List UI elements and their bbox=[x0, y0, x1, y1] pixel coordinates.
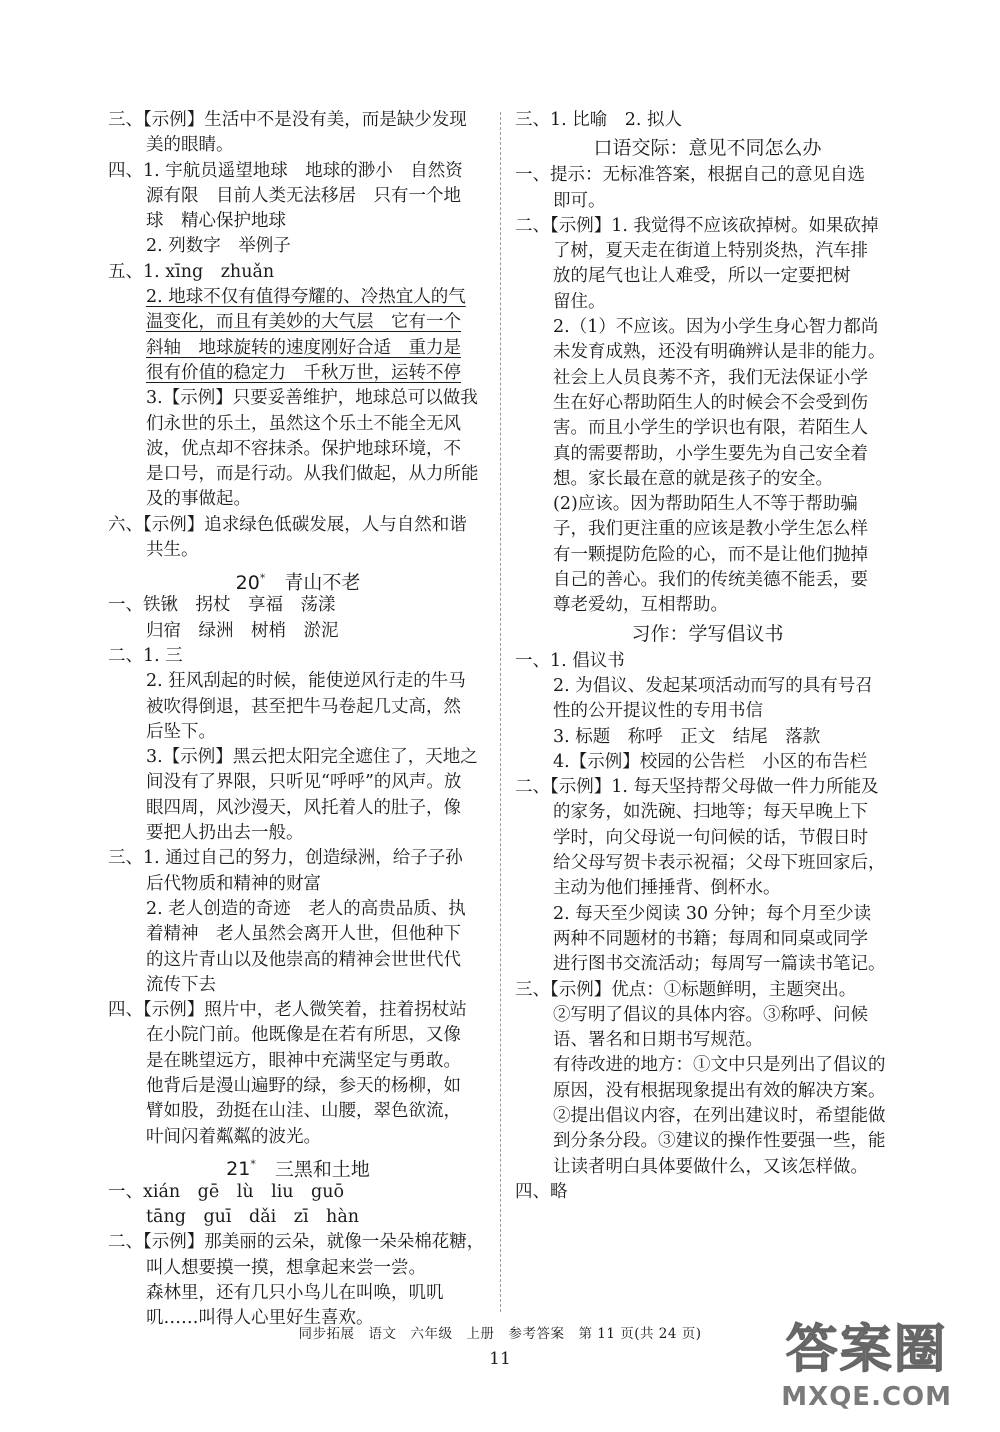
answer-line bbox=[108, 1281, 488, 1306]
answer-line bbox=[108, 1125, 488, 1150]
stamp-url: MXQE.COM bbox=[781, 1382, 952, 1412]
answer-line bbox=[515, 1129, 900, 1154]
answer-line bbox=[108, 234, 488, 259]
answer-text: 一、提示：无标准答案，根据自己的意见自选 bbox=[515, 165, 865, 186]
answer-text: 源有限 目前人类无法移居 只有一个地 bbox=[146, 185, 461, 206]
answer-text: 想。家长最在意的就是孩子的安全。 bbox=[553, 468, 833, 489]
answer-line bbox=[108, 846, 488, 871]
answer-line bbox=[515, 775, 900, 800]
answer-line bbox=[108, 159, 488, 184]
page-number: 11 bbox=[489, 1349, 511, 1369]
answer-text: 尊老爱幼，互相帮助。 bbox=[553, 595, 728, 616]
lesson-number: 21* bbox=[226, 1157, 256, 1181]
answer-line bbox=[108, 796, 488, 821]
answer-line bbox=[515, 851, 900, 876]
answer-line bbox=[515, 593, 900, 618]
answer-line bbox=[515, 467, 900, 492]
answer-line bbox=[515, 416, 900, 441]
answer-line bbox=[515, 239, 900, 264]
answer-line bbox=[108, 1180, 488, 1205]
answer-text: 2.（1）不应该。因为小学生身心智力都尚 bbox=[553, 317, 879, 338]
answer-text: 二、1. 三 bbox=[108, 645, 183, 666]
watermark-stamp bbox=[781, 1307, 952, 1412]
answer-text: 四、【示例】照片中，老人微笑着，拄着拐杖站 bbox=[108, 1000, 467, 1021]
answer-text: 二、【示例】1. 每天坚持帮父母做一件力所能及 bbox=[515, 777, 879, 798]
answer-text: (2)应该。因为帮助陌生人不等于帮助骗 bbox=[553, 494, 858, 515]
answer-text: 3.【示例】只要妥善维护，地球总可以做我 bbox=[146, 388, 478, 409]
lesson-title: 三黑和土地 bbox=[274, 1158, 370, 1181]
answer-line bbox=[108, 745, 488, 770]
answer-line bbox=[515, 725, 900, 750]
page-footer: 同步拓展 语文 六年级 上册 参考答案 第 11 页(共 24 页) bbox=[298, 1326, 702, 1342]
lesson-title: 口语交际：意见不同怎么办 bbox=[593, 137, 822, 160]
answer-line bbox=[108, 1099, 488, 1124]
answer-line bbox=[108, 310, 488, 335]
answer-text: 留住。 bbox=[553, 291, 606, 312]
answer-line bbox=[108, 1023, 488, 1048]
answer-line bbox=[108, 695, 488, 720]
answer-line bbox=[108, 1074, 488, 1099]
answer-line bbox=[108, 462, 488, 487]
answer-text: 温变化，而且有美妙的大气层 它有一个 bbox=[146, 312, 461, 333]
answer-line bbox=[108, 872, 488, 897]
answer-line bbox=[515, 1180, 900, 1205]
answer-line bbox=[515, 902, 900, 927]
answer-line bbox=[108, 897, 488, 922]
answer-line bbox=[515, 1053, 900, 1078]
answer-text: 很有价值的稳定力 千秋万世，运转不停 bbox=[146, 362, 461, 383]
answer-text: 社会上人员良莠不齐，我们无法保证小学 bbox=[553, 367, 868, 388]
answer-line bbox=[515, 699, 900, 724]
answer-line bbox=[108, 948, 488, 973]
answer-line bbox=[515, 442, 900, 467]
answer-line bbox=[108, 770, 488, 795]
answer-text: 2. 狂风刮起的时候，能使逆风行走的牛马 bbox=[146, 671, 466, 692]
answer-text: 后代物质和精神的财富 bbox=[146, 873, 321, 894]
answer-text: 害。而且小学生的学识也有限，若陌生人 bbox=[553, 418, 868, 439]
answer-text: 六、【示例】追求绿色低碳发展，人与自然和谐 bbox=[108, 514, 467, 535]
lesson-number: 20* bbox=[235, 571, 266, 594]
answer-line bbox=[108, 1049, 488, 1074]
answer-text: 叫人想要摸一摸，想拿起来尝一尝。 bbox=[146, 1257, 426, 1278]
answer-line bbox=[108, 644, 488, 669]
answer-line bbox=[515, 1104, 900, 1129]
answer-line bbox=[515, 978, 900, 1003]
answer-text: 2. 为倡议、发起某项活动而写的具有号召 bbox=[553, 675, 873, 696]
section-heading bbox=[108, 563, 488, 593]
answer-line bbox=[515, 492, 900, 517]
answer-text: 一、铁锹 拐杖 享福 荡漾 bbox=[108, 595, 336, 616]
answer-text: 共生。 bbox=[146, 540, 199, 561]
answer-text: 两种不同题材的书籍；每周和同桌或同学 bbox=[553, 928, 868, 949]
answer-text: 有待改进的地方：①文中只是列出了倡议的 bbox=[553, 1055, 886, 1076]
answer-line bbox=[515, 952, 900, 977]
answer-text: 原因，没有根据现象提出有效的解决方案。 bbox=[553, 1080, 886, 1101]
answer-line bbox=[108, 538, 488, 563]
answer-text: 的这片青山以及他崇高的精神会世世代代 bbox=[146, 949, 461, 970]
answer-text: 学时，向父母说一句问候的话，节假日时 bbox=[553, 827, 868, 848]
answer-line bbox=[108, 260, 488, 285]
lesson-title: 青山不老 bbox=[284, 571, 361, 594]
answer-text: 们永世的乐土，虽然这个乐土不能全无风 bbox=[146, 413, 461, 434]
answer-text: 了树，夏天走在街道上特别炎热，汽车排 bbox=[553, 241, 868, 262]
answer-line bbox=[515, 214, 900, 239]
answer-line bbox=[108, 973, 488, 998]
answer-text: ②提出倡议内容，在列出建议时，希望能做 bbox=[553, 1105, 886, 1126]
answer-line bbox=[108, 593, 488, 618]
answer-line bbox=[515, 1028, 900, 1053]
answer-text: 让读者明白具体要做什么，又该怎样做。 bbox=[553, 1156, 868, 1177]
answer-line bbox=[515, 649, 900, 674]
answer-text: 3.【示例】黑云把太阳完全遮住了，天地之 bbox=[146, 747, 478, 768]
section-heading bbox=[515, 619, 900, 649]
answer-text: 一、1. 倡议书 bbox=[515, 650, 625, 671]
answer-line bbox=[515, 876, 900, 901]
answer-line bbox=[515, 568, 900, 593]
answer-text: 放的尾气也让人难受，所以一定要把树 bbox=[553, 266, 851, 287]
answer-text: tāng guī dǎi zī hàn bbox=[146, 1207, 360, 1228]
answer-line bbox=[515, 290, 900, 315]
answer-text: 着精神 老人虽然会离开人世，但他种下 bbox=[146, 924, 461, 945]
answer-text: 三、【示例】优点：①标题鲜明，主题突出。 bbox=[515, 979, 857, 1000]
answer-line bbox=[108, 1205, 488, 1230]
answer-text: 子，我们更注重的应该是教小学生怎么样 bbox=[553, 519, 868, 540]
answer-text: 叽……叫得人心里好生喜欢。 bbox=[146, 1308, 374, 1329]
answer-text: 3. 标题 称呼 正文 结尾 落款 bbox=[553, 726, 821, 747]
answer-text: 到分条分段。③建议的操作性要强一些，能 bbox=[553, 1131, 886, 1152]
answer-line bbox=[515, 826, 900, 851]
answer-line bbox=[515, 163, 900, 188]
answer-text: 有一颗提防危险的心，而不是让他们抛掉 bbox=[553, 544, 868, 565]
answer-text: 三、1. 比喻 2. 拟人 bbox=[515, 110, 683, 130]
answer-text: 进行图书交流活动；每周写一篇读书笔记。 bbox=[553, 954, 886, 975]
answer-text: 是在眺望远方，眼神中充满坚定与勇敢。 bbox=[146, 1050, 461, 1071]
answer-text: 2. 老人创造的奇迹 老人的高贵品质、执 bbox=[146, 898, 466, 919]
answer-text: 流传下去 bbox=[146, 974, 216, 995]
answer-line bbox=[108, 133, 488, 158]
answer-text: 的家务，如洗碗、扫地等；每天早晚上下 bbox=[553, 802, 868, 823]
stamp-title: 答案圈 bbox=[785, 1320, 948, 1380]
answer-text: 四、1. 宇航员遥望地球 地球的渺小 自然资 bbox=[108, 160, 463, 181]
answer-text: 自己的善心。我们的传统美德不能丢，要 bbox=[553, 570, 868, 591]
answer-line bbox=[108, 1256, 488, 1281]
answer-line bbox=[108, 412, 488, 437]
answer-text: 眼四周，风沙漫天，风托着人的肚子，像 bbox=[146, 797, 461, 818]
answer-line bbox=[108, 1230, 488, 1255]
answer-text: 叶间闪着粼粼的波光。 bbox=[146, 1126, 321, 1147]
answer-text: 二、【示例】那美丽的云朵，就像一朵朵棉花糖， bbox=[108, 1232, 485, 1253]
answer-text: 斜轴 地球旋转的速度刚好合适 重力是 bbox=[146, 337, 461, 358]
answer-line bbox=[515, 674, 900, 699]
answer-line bbox=[108, 184, 488, 209]
answer-text: 球 精心保护地球 bbox=[146, 211, 286, 232]
answer-line bbox=[515, 800, 900, 825]
answer-text: 真的需要帮助，小学生要先为自己安全着 bbox=[553, 443, 868, 464]
answer-text: 森林里，还有几只小鸟儿在叫唤，叽叽 bbox=[146, 1283, 444, 1304]
answer-text: 主动为他们捶捶背、倒杯水。 bbox=[553, 878, 781, 899]
answer-line bbox=[515, 1079, 900, 1104]
answer-line bbox=[108, 361, 488, 386]
answer-line bbox=[515, 750, 900, 775]
answer-line bbox=[108, 108, 488, 133]
answer-line bbox=[515, 108, 900, 133]
answer-text: 生在好心帮助陌生人的时候会不会受到伤 bbox=[553, 392, 868, 413]
right-column bbox=[515, 108, 900, 1205]
answer-text: ②写明了倡议的具体内容。③称呼、问候 bbox=[553, 1004, 868, 1025]
answer-text: 2. 地球不仅有值得夸耀的、冷热宜人的气 bbox=[146, 287, 466, 308]
answer-text: 2. 列数字 举例子 bbox=[146, 236, 291, 257]
left-column bbox=[108, 108, 488, 1332]
section-heading bbox=[515, 133, 900, 163]
answer-line bbox=[108, 720, 488, 745]
answer-text: 未发育成熟，还没有明确辨认是非的能力。 bbox=[553, 342, 886, 363]
column-divider bbox=[500, 112, 501, 1312]
answer-line bbox=[515, 366, 900, 391]
answer-text: 被吹得倒退，甚至把牛马卷起几丈高，然 bbox=[146, 696, 461, 717]
answer-text: 四、略 bbox=[515, 1181, 568, 1202]
answer-line bbox=[515, 340, 900, 365]
answer-line bbox=[108, 386, 488, 411]
answer-line bbox=[515, 1155, 900, 1180]
answer-text: 在小院门前。他既像是在若有所思，又像 bbox=[146, 1025, 461, 1046]
answer-line bbox=[108, 285, 488, 310]
answer-line bbox=[108, 821, 488, 846]
answer-text: 他背后是漫山遍野的绿，参天的杨柳，如 bbox=[146, 1075, 461, 1096]
answer-line bbox=[108, 487, 488, 512]
answer-text: 美的眼睛。 bbox=[146, 135, 234, 156]
answer-line bbox=[515, 391, 900, 416]
answer-text: 三、1. 通过自己的努力，创造绿洲，给子子孙 bbox=[108, 848, 463, 869]
answer-line bbox=[515, 264, 900, 289]
answer-line bbox=[108, 209, 488, 234]
answer-text: 要把人扔出去一般。 bbox=[146, 823, 304, 844]
answer-text: 2. 每天至少阅读 30 分钟；每个月至少读 bbox=[553, 903, 872, 924]
answer-text: 归宿 绿洲 树梢 淤泥 bbox=[146, 620, 339, 641]
answer-text: 二、【示例】1. 我觉得不应该砍掉树。如果砍掉 bbox=[515, 215, 879, 236]
answer-text: 波，优点却不容抹杀。保护地球环境，不 bbox=[146, 438, 461, 459]
answer-line bbox=[108, 513, 488, 538]
answer-text: 臂如股，劲挺在山洼、山腰，翠色欲流， bbox=[146, 1101, 461, 1122]
answer-line bbox=[108, 336, 488, 361]
answer-text: 语、署名和日期书写规范。 bbox=[553, 1030, 763, 1051]
answer-line bbox=[515, 927, 900, 952]
answer-line bbox=[515, 1003, 900, 1028]
answer-text: 五、1. xīng zhuǎn bbox=[108, 261, 275, 282]
answer-line bbox=[108, 437, 488, 462]
answer-text: 一、xián gē lù liu guō bbox=[108, 1181, 345, 1202]
answer-text: 间没有了界限，只听见“呼呼”的风声。放 bbox=[146, 772, 462, 793]
answer-text: 即可。 bbox=[553, 190, 606, 211]
section-heading bbox=[108, 1150, 488, 1180]
answer-text: 给父母写贺卡表示祝福；父母下班回家后， bbox=[553, 853, 886, 874]
answer-line bbox=[108, 619, 488, 644]
answer-line bbox=[515, 543, 900, 568]
answer-line bbox=[515, 315, 900, 340]
lesson-title: 习作：学写倡议书 bbox=[631, 622, 784, 645]
answer-line bbox=[108, 922, 488, 947]
answer-text: 性的公开提议性的专用书信 bbox=[553, 701, 763, 722]
answer-line bbox=[515, 189, 900, 214]
answer-line bbox=[108, 669, 488, 694]
answer-text: 4.【示例】校园的公告栏 小区的布告栏 bbox=[553, 751, 868, 772]
answer-text: 后坠下。 bbox=[146, 721, 216, 742]
answer-line bbox=[108, 998, 488, 1023]
answer-line bbox=[515, 517, 900, 542]
answer-text: 及的事做起。 bbox=[146, 489, 251, 510]
answer-text: 是口号，而是行动。从我们做起，从力所能 bbox=[146, 464, 479, 485]
answer-text: 三、【示例】生活中不是没有美，而是缺少发现 bbox=[108, 110, 467, 130]
